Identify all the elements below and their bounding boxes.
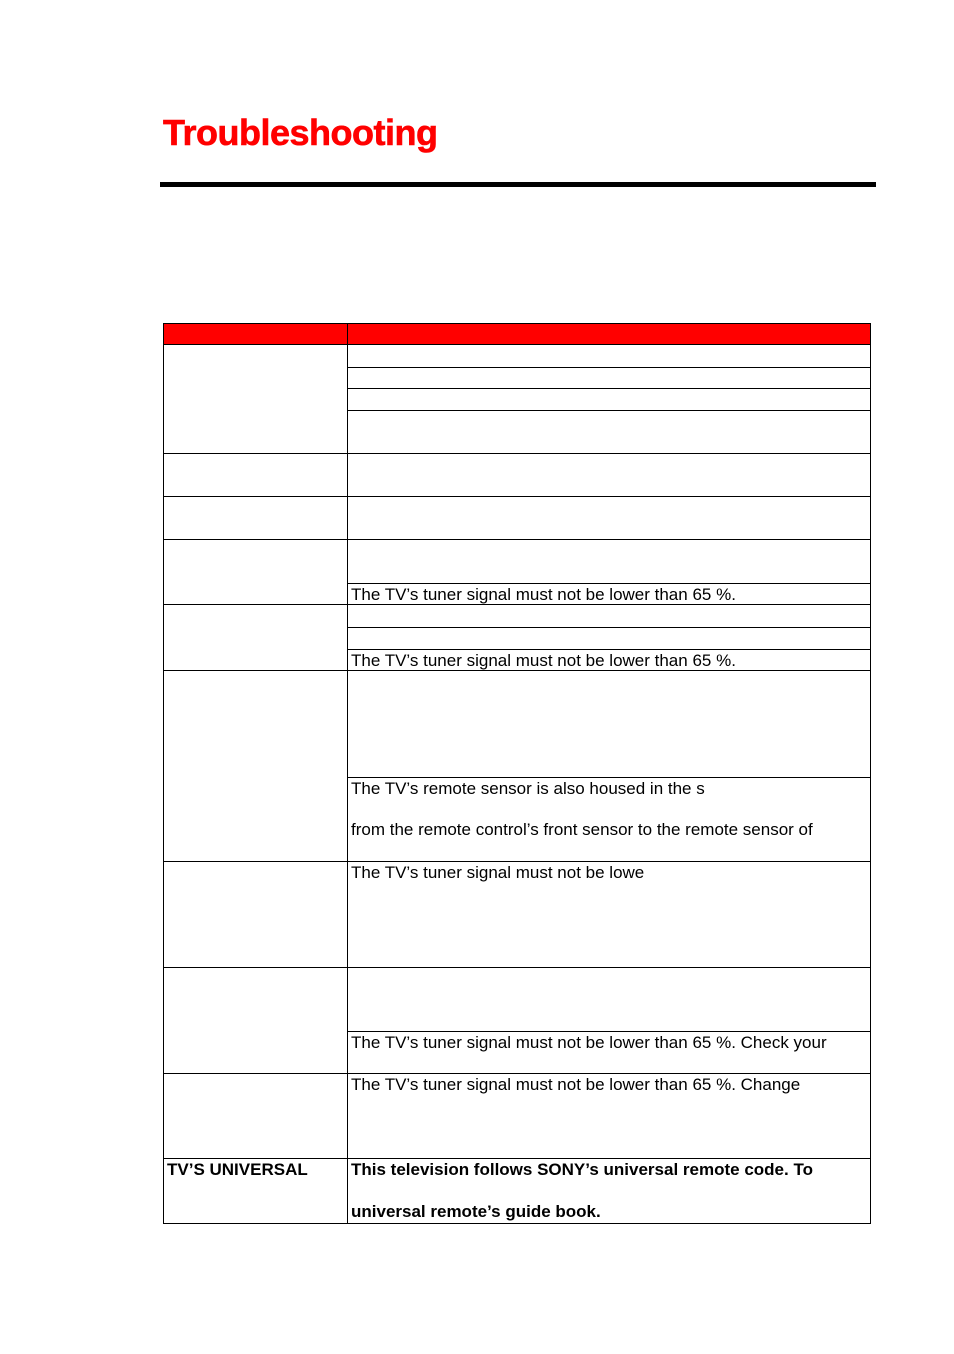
solution-line (348, 410, 870, 453)
solution-cell (348, 345, 871, 454)
solution-line (348, 627, 870, 649)
table-row (164, 1074, 871, 1159)
solution-text-line: universal remote’s guide book. (351, 1202, 601, 1221)
solution-line (348, 540, 870, 583)
problem-label: TV’S UNIVERSAL (167, 1160, 308, 1179)
table-row (164, 540, 871, 605)
problem-cell (164, 540, 348, 605)
solution-text-line: The TV’s tuner signal must not be lower than 65 %. Change (351, 1075, 801, 1094)
solution-cell (348, 454, 871, 497)
problem-cell (164, 968, 348, 1074)
table-row (164, 454, 871, 497)
solution-text-line: This television follows SONY’s universal remote code. To (351, 1160, 813, 1179)
solution-text-line: from the remote control’s front sensor to the remote sensor of (351, 820, 813, 839)
header-cell-problem (164, 324, 348, 345)
table-row (164, 605, 871, 671)
problem-cell (164, 497, 348, 540)
solution-text-line: The TV’s tuner signal must not be lowe (351, 863, 645, 882)
problem-cell (164, 1074, 348, 1159)
troubleshooting-table (163, 323, 871, 1224)
solution-line (348, 671, 870, 777)
solution-text-line: The TV’s remote sensor is also housed in the s (351, 779, 705, 798)
table-row (164, 671, 871, 862)
solution-line (348, 388, 870, 410)
solution-cell (348, 540, 871, 605)
solution-line (348, 345, 870, 367)
solution-cell (348, 497, 871, 540)
problem-cell (164, 345, 348, 454)
solution-cell (348, 968, 871, 1074)
table-row (164, 862, 871, 968)
problem-cell (164, 605, 348, 671)
solution-cell (348, 1074, 871, 1159)
header-cell-solution (348, 324, 871, 345)
solution-cell (348, 1159, 871, 1224)
solution-cell (348, 862, 871, 968)
solution-line (348, 367, 870, 388)
problem-cell (164, 1159, 348, 1224)
solution-line (348, 968, 870, 1031)
title-divider (160, 182, 876, 187)
problem-cell (164, 862, 348, 968)
solution-line (348, 605, 870, 627)
problem-cell (164, 671, 348, 862)
solution-cell (348, 605, 871, 671)
problem-cell (164, 454, 348, 497)
solution-line (348, 777, 870, 861)
solution-line: The TV’s tuner signal must not be lower than 65 %. Check your (348, 1031, 870, 1073)
solution-cell (348, 671, 871, 862)
table-row (164, 1159, 871, 1224)
table-row (164, 345, 871, 454)
table-row (164, 968, 871, 1074)
page-title: Troubleshooting (163, 112, 438, 153)
table-row (164, 497, 871, 540)
table-header-row (164, 324, 871, 345)
solution-line: The TV’s tuner signal must not be lower than 65 %. (348, 649, 870, 670)
solution-line: The TV’s tuner signal must not be lower than 65 %. (348, 583, 870, 604)
